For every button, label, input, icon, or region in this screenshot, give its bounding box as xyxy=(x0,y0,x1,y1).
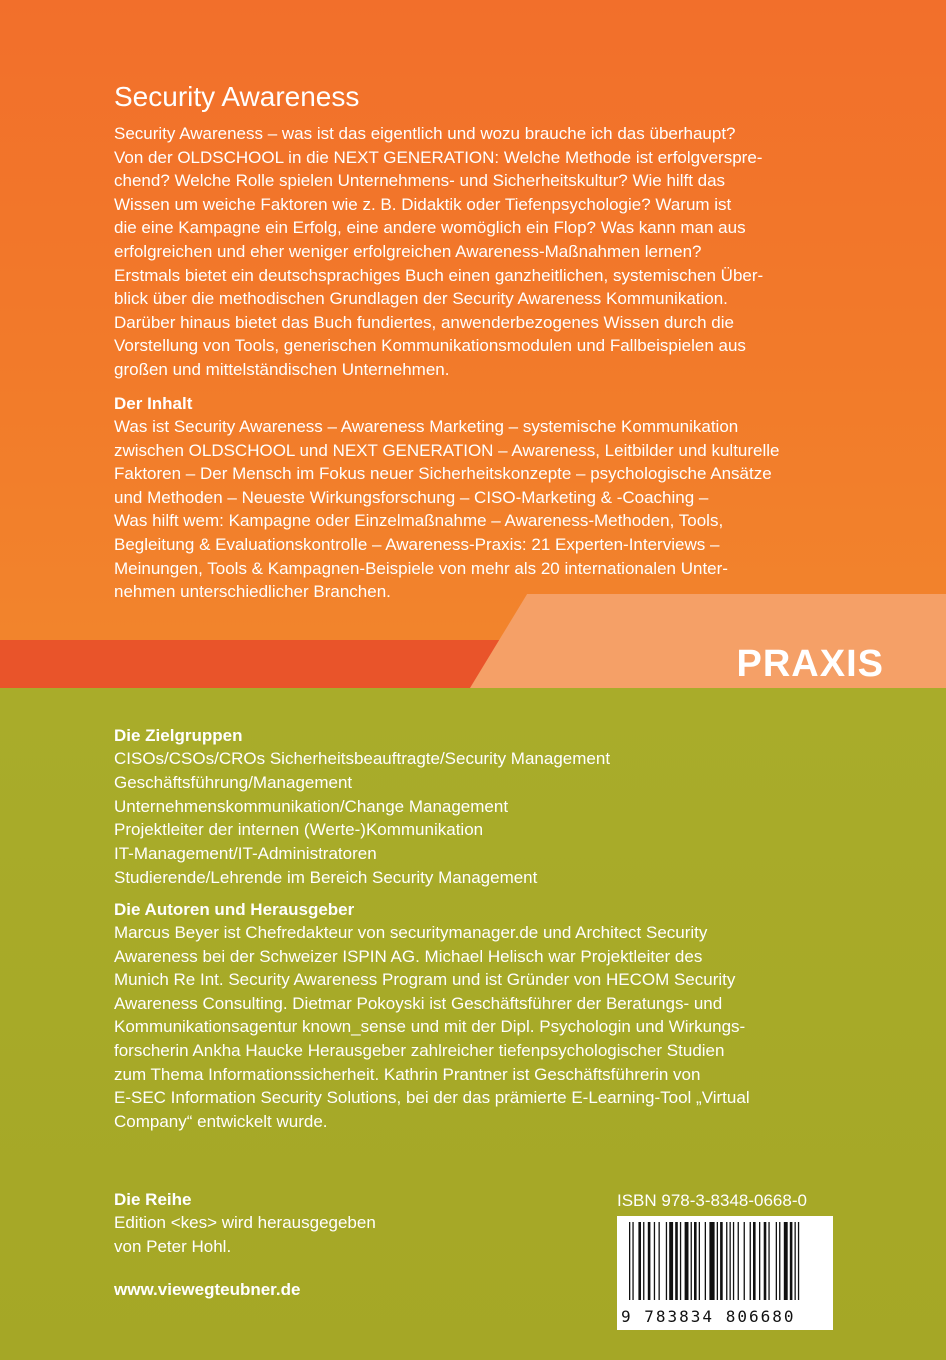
authors-line: Awareness Consulting. Dietmar Pokoyski ist Geschäftsführer der Beratungs- und xyxy=(114,993,723,1013)
authors-line: zum Thema Informationssicherheit. Kathrin Prantner ist Geschäftsführerin von xyxy=(114,1064,701,1084)
authors-heading: Die Autoren und Herausgeber xyxy=(114,900,355,919)
barcode-bars-icon xyxy=(627,1222,823,1302)
intro-line: Von der OLDSCHOOL in die NEXT GENERATION: Welche Methode ist erfolgverspre- xyxy=(114,147,763,167)
series-line: von Peter Hohl. xyxy=(114,1236,232,1256)
content-line: Was hilft wem: Kampagne oder Einzelmaßnahme – Awareness-Methoden, Tools, xyxy=(114,511,724,531)
series-line: Edition <kes> wird herausgegeben xyxy=(114,1213,376,1232)
series-section xyxy=(114,1188,534,1258)
content-paragraph xyxy=(114,415,834,604)
intro-line: Vorstellung von Tools, generischen Kommunikationsmodulen und Fallbeispielen aus xyxy=(114,336,746,356)
content-line: und Methoden – Neueste Wirkungsforschung – CISO-Marketing & -Coaching – xyxy=(114,487,709,507)
authors-line: Kommunikationsagentur known_sense und mit der Dipl. Psychologin und Wirkungs- xyxy=(114,1017,746,1037)
list-item: CISOs/CSOs/CROs Sicherheitsbeauftragte/Security Management xyxy=(114,749,611,768)
intro-line: Erstmals bietet ein deutschsprachiges Buch einen ganzheitlichen, systemischen Über- xyxy=(114,265,764,285)
authors-line: Marcus Beyer ist Chefredakteur von securitymanager.de und Architect Security xyxy=(114,923,708,942)
list-item: Unternehmenskommunikation/Change Management xyxy=(114,796,509,816)
list-item: Geschäftsführung/Management xyxy=(114,772,353,792)
series-heading: Die Reihe xyxy=(114,1190,192,1209)
authors-line: Munich Re Int. Security Awareness Program und ist Gründer von HECOM Security xyxy=(114,970,736,990)
intro-line: die eine Kampagne ein Erfolg, eine andere womöglich ein Flop? Was kann man aus xyxy=(114,218,746,238)
series-paragraph xyxy=(114,1211,534,1258)
intro-line: Security Awareness – was ist das eigentlich und wozu brauche ich das überhaupt? xyxy=(114,124,736,143)
barcode-digits: 9 783834 806680 xyxy=(621,1307,796,1326)
intro-paragraph xyxy=(114,122,834,382)
intro-line: chend? Welche Rolle spielen Unternehmens- und Sicherheitskultur? Wie hilft das xyxy=(114,171,726,191)
target-groups-heading: Die Zielgruppen xyxy=(114,726,243,745)
list-item: IT-Management/IT-Administratoren xyxy=(114,844,377,864)
intro-section xyxy=(114,122,834,382)
authors-paragraph xyxy=(114,921,834,1133)
authors-line: Awareness bei der Schweizer ISPIN AG. Michael Helisch war Projektleiter des xyxy=(114,946,703,966)
content-line: Begleitung & Evaluationskontrolle – Awareness-Praxis: 21 Experten-Interviews – xyxy=(114,534,720,554)
content-line: Was ist Security Awareness – Awareness Marketing – systemische Kommunikation xyxy=(114,417,739,436)
content-heading: Der Inhalt xyxy=(114,394,193,413)
content-line: Faktoren – Der Mensch im Fokus neuer Sicherheitskonzepte – psychologische Ansätze xyxy=(114,464,772,484)
list-item: Projektleiter der internen (Werte-)Kommunikation xyxy=(114,820,484,840)
publisher-website-link[interactable]: www.viewegteubner.de xyxy=(114,1280,301,1299)
series-label-praxis: PRAXIS xyxy=(736,643,884,685)
intro-line: erfolgreichen und eher weniger erfolgreichen Awareness-Maßnahmen lernen? xyxy=(114,241,702,261)
authors-line: forscherin Ankha Haucke Herausgeber zahlreicher tiefenpsychologischer Studien xyxy=(114,1040,725,1060)
content-line: nehmen unterschiedlicher Branchen. xyxy=(114,582,391,602)
content-section xyxy=(114,392,834,604)
list-item: Studierende/Lehrende im Bereich Security Management xyxy=(114,867,538,887)
authors-line: Company“ entwickelt wurde. xyxy=(114,1111,328,1131)
target-groups-list xyxy=(114,747,834,890)
content-line: zwischen OLDSCHOOL und NEXT GENERATION – Awareness, Leitbilder und kulturelle xyxy=(114,440,780,460)
content-line: Meinungen, Tools & Kampagnen-Beispiele von mehr als 20 internationalen Unter- xyxy=(114,558,728,578)
isbn-barcode-block xyxy=(617,1190,835,1330)
intro-line: großen und mittelständischen Unternehmen. xyxy=(114,359,450,379)
barcode xyxy=(617,1216,833,1330)
intro-line: Wissen um weiche Faktoren wie z. B. Didaktik oder Tiefenpsychologie? Warum ist xyxy=(114,194,732,214)
book-title: Security Awareness xyxy=(114,81,360,112)
target-groups-section xyxy=(114,724,834,890)
intro-line: Darüber hinaus bietet das Buch fundiertes, anwenderbezogenes Wissen durch die xyxy=(114,312,734,332)
intro-line: blick über die methodischen Grundlagen der Security Awareness Kommunikation. xyxy=(114,289,728,309)
authors-line: E-SEC Information Security Solutions, bei der das prämierte E-Learning-Tool „Virtual xyxy=(114,1088,750,1108)
isbn-number: ISBN 978-3-8348-0668-0 xyxy=(617,1191,807,1210)
authors-section xyxy=(114,898,834,1133)
